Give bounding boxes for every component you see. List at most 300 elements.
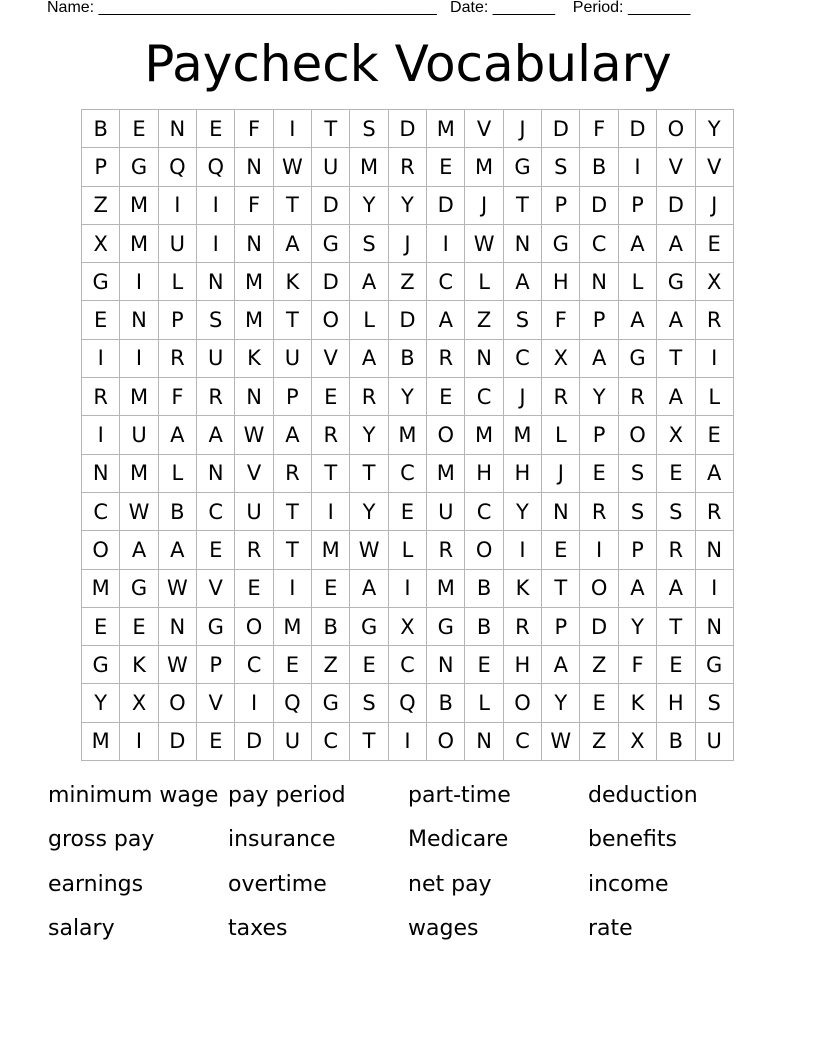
grid-cell: C xyxy=(504,340,542,378)
grid-cell: A xyxy=(542,646,580,684)
grid-cell: O xyxy=(82,531,120,569)
grid-cell: G xyxy=(312,684,350,722)
grid-cell: Y xyxy=(389,378,427,416)
grid-cell: C xyxy=(389,455,427,493)
grid-cell: X xyxy=(657,416,695,454)
word-bank xyxy=(48,780,768,957)
word-bank-item: rate xyxy=(588,915,633,941)
grid-cell: A xyxy=(504,263,542,301)
grid-cell: Y xyxy=(350,493,388,531)
grid-cell: B xyxy=(82,110,120,148)
grid-cell: V xyxy=(657,148,695,186)
grid-cell: M xyxy=(312,531,350,569)
grid-cell: O xyxy=(159,684,197,722)
grid-cell: N xyxy=(696,608,734,646)
grid-cell: P xyxy=(197,646,235,684)
grid-cell: S xyxy=(350,684,388,722)
grid-row xyxy=(82,301,734,339)
grid-cell: Y xyxy=(619,608,657,646)
grid-cell: M xyxy=(82,723,120,761)
grid-cell: R xyxy=(389,148,427,186)
grid-cell: Y xyxy=(82,684,120,722)
grid-cell: Y xyxy=(389,187,427,225)
grid-cell: O xyxy=(465,531,503,569)
grid-cell: E xyxy=(465,646,503,684)
grid-cell: G xyxy=(427,608,465,646)
grid-cell: D xyxy=(427,187,465,225)
grid-cell: C xyxy=(389,646,427,684)
grid-cell: F xyxy=(235,187,273,225)
word-bank-item: insurance xyxy=(228,827,336,853)
grid-cell: T xyxy=(657,608,695,646)
grid-cell: B xyxy=(465,570,503,608)
grid-cell: A xyxy=(350,570,388,608)
grid-cell: T xyxy=(312,455,350,493)
grid-cell: B xyxy=(657,723,695,761)
grid-cell: R xyxy=(274,455,312,493)
grid-cell: H xyxy=(542,263,580,301)
grid-cell: L xyxy=(542,416,580,454)
grid-cell: R xyxy=(427,531,465,569)
grid-cell: G xyxy=(350,608,388,646)
word-bank-item: income xyxy=(588,871,669,897)
grid-cell: T xyxy=(312,110,350,148)
grid-cell: X xyxy=(82,225,120,263)
grid-cell: A xyxy=(197,416,235,454)
grid-cell: G xyxy=(504,148,542,186)
grid-cell: A xyxy=(657,225,695,263)
grid-cell: N xyxy=(159,608,197,646)
grid-cell: S xyxy=(542,148,580,186)
grid-cell: V xyxy=(197,684,235,722)
grid-cell: L xyxy=(465,263,503,301)
grid-cell: N xyxy=(235,378,273,416)
grid-cell: R xyxy=(350,378,388,416)
grid-cell: R xyxy=(82,378,120,416)
grid-row xyxy=(82,416,734,454)
grid-cell: Q xyxy=(197,148,235,186)
grid-cell: K xyxy=(274,263,312,301)
grid-cell: U xyxy=(159,225,197,263)
grid-cell: D xyxy=(389,110,427,148)
grid-cell: A xyxy=(619,225,657,263)
grid-cell: A xyxy=(159,416,197,454)
grid-cell: H xyxy=(465,455,503,493)
grid-cell: M xyxy=(427,110,465,148)
grid-cell: L xyxy=(465,684,503,722)
grid-cell: Y xyxy=(696,110,734,148)
grid-cell: E xyxy=(657,455,695,493)
grid-cell: N xyxy=(427,646,465,684)
grid-cell: E xyxy=(580,455,618,493)
grid-cell: S xyxy=(197,301,235,339)
grid-cell: F xyxy=(542,301,580,339)
grid-cell: B xyxy=(427,684,465,722)
grid-cell: N xyxy=(580,263,618,301)
grid-cell: J xyxy=(389,225,427,263)
grid-cell: N xyxy=(120,301,158,339)
grid-cell: I xyxy=(389,570,427,608)
grid-cell: I xyxy=(389,723,427,761)
grid-cell: P xyxy=(82,148,120,186)
grid-cell: M xyxy=(235,263,273,301)
grid-cell: P xyxy=(159,301,197,339)
grid-cell: P xyxy=(619,187,657,225)
grid-cell: G xyxy=(82,263,120,301)
word-bank-item: benefits xyxy=(588,827,677,853)
grid-cell: T xyxy=(350,455,388,493)
grid-row xyxy=(82,340,734,378)
grid-cell: M xyxy=(120,455,158,493)
grid-cell: W xyxy=(465,225,503,263)
grid-cell: M xyxy=(235,301,273,339)
grid-cell: U xyxy=(274,723,312,761)
grid-cell: C xyxy=(235,646,273,684)
grid-cell: K xyxy=(619,684,657,722)
grid-cell: W xyxy=(235,416,273,454)
grid-cell: X xyxy=(696,263,734,301)
grid-cell: U xyxy=(312,148,350,186)
grid-cell: K xyxy=(120,646,158,684)
grid-cell: D xyxy=(657,187,695,225)
grid-cell: N xyxy=(159,110,197,148)
grid-cell: M xyxy=(389,416,427,454)
grid-cell: J xyxy=(696,187,734,225)
grid-cell: G xyxy=(657,263,695,301)
grid-cell: M xyxy=(120,187,158,225)
grid-cell: H xyxy=(504,646,542,684)
grid-cell: T xyxy=(274,187,312,225)
grid-cell: U xyxy=(696,723,734,761)
grid-cell: D xyxy=(312,187,350,225)
grid-cell: V xyxy=(197,570,235,608)
grid-cell: P xyxy=(274,378,312,416)
grid-cell: E xyxy=(696,416,734,454)
grid-cell: B xyxy=(159,493,197,531)
word-bank-item: taxes xyxy=(228,915,288,941)
grid-cell: O xyxy=(312,301,350,339)
grid-cell: R xyxy=(235,531,273,569)
grid-cell: I xyxy=(120,263,158,301)
grid-cell: T xyxy=(274,301,312,339)
grid-cell: W xyxy=(120,493,158,531)
grid-cell: D xyxy=(542,110,580,148)
grid-cell: S xyxy=(350,225,388,263)
grid-cell: M xyxy=(465,416,503,454)
grid-cell: I xyxy=(82,416,120,454)
grid-cell: E xyxy=(427,378,465,416)
grid-cell: O xyxy=(427,416,465,454)
grid-cell: E xyxy=(542,531,580,569)
grid-cell: B xyxy=(389,340,427,378)
grid-cell: R xyxy=(696,493,734,531)
grid-cell: D xyxy=(580,608,618,646)
grid-cell: G xyxy=(542,225,580,263)
grid-row xyxy=(82,378,734,416)
grid-cell: T xyxy=(504,187,542,225)
grid-cell: R xyxy=(696,301,734,339)
grid-cell: F xyxy=(159,378,197,416)
grid-cell: T xyxy=(274,493,312,531)
grid-cell: J xyxy=(504,378,542,416)
grid-cell: M xyxy=(274,608,312,646)
grid-cell: L xyxy=(619,263,657,301)
grid-cell: G xyxy=(82,646,120,684)
grid-cell: I xyxy=(274,570,312,608)
grid-row xyxy=(82,225,734,263)
grid-cell: M xyxy=(427,455,465,493)
grid-cell: V xyxy=(696,148,734,186)
grid-cell: F xyxy=(235,110,273,148)
grid-cell: E xyxy=(657,646,695,684)
grid-cell: P xyxy=(580,301,618,339)
grid-cell: C xyxy=(312,723,350,761)
grid-cell: C xyxy=(82,493,120,531)
grid-cell: W xyxy=(159,646,197,684)
grid-cell: J xyxy=(504,110,542,148)
grid-cell: R xyxy=(542,378,580,416)
word-bank-item: pay period xyxy=(228,783,346,808)
grid-cell: I xyxy=(235,684,273,722)
grid-row xyxy=(82,723,734,761)
word-bank-item: deduction xyxy=(588,783,698,808)
grid-cell: I xyxy=(312,493,350,531)
grid-cell: E xyxy=(350,646,388,684)
grid-cell: O xyxy=(657,110,695,148)
grid-cell: V xyxy=(312,340,350,378)
grid-cell: W xyxy=(159,570,197,608)
grid-cell: M xyxy=(504,416,542,454)
grid-cell: A xyxy=(274,225,312,263)
grid-cell: A xyxy=(350,263,388,301)
grid-cell: M xyxy=(427,570,465,608)
grid-cell: N xyxy=(197,455,235,493)
word-bank-item: earnings xyxy=(48,871,144,897)
grid-cell: Q xyxy=(159,148,197,186)
grid-cell: R xyxy=(427,340,465,378)
grid-row xyxy=(82,493,734,531)
grid-cell: E xyxy=(120,608,158,646)
grid-row xyxy=(82,455,734,493)
grid-cell: P xyxy=(542,608,580,646)
grid-cell: E xyxy=(197,531,235,569)
word-bank-item: part-time xyxy=(408,783,511,808)
grid-cell: L xyxy=(350,301,388,339)
grid-cell: I xyxy=(159,187,197,225)
grid-cell: N xyxy=(235,148,273,186)
grid-cell: I xyxy=(274,110,312,148)
grid-cell: H xyxy=(657,684,695,722)
word-bank-item: wages xyxy=(408,915,479,941)
grid-cell: E xyxy=(580,684,618,722)
grid-cell: G xyxy=(696,646,734,684)
grid-cell: Z xyxy=(580,723,618,761)
grid-cell: G xyxy=(619,340,657,378)
grid-cell: W xyxy=(542,723,580,761)
grid-cell: T xyxy=(350,723,388,761)
grid-cell: E xyxy=(389,493,427,531)
grid-cell: A xyxy=(427,301,465,339)
grid-cell: A xyxy=(350,340,388,378)
grid-cell: I xyxy=(619,148,657,186)
grid-cell: O xyxy=(580,570,618,608)
grid-cell: A xyxy=(619,570,657,608)
grid-cell: C xyxy=(465,493,503,531)
page-title: Paycheck Vocabulary xyxy=(144,35,672,93)
word-bank-item: overtime xyxy=(228,871,327,897)
grid-cell: D xyxy=(580,187,618,225)
grid-row xyxy=(82,110,734,148)
grid-cell: D xyxy=(312,263,350,301)
header-fields: Name: ______________________________________ Date: _______ Period: _______ xyxy=(47,0,691,16)
grid-cell: L xyxy=(389,531,427,569)
grid-cell: N xyxy=(465,340,503,378)
grid-cell: G xyxy=(120,148,158,186)
grid-cell: P xyxy=(542,187,580,225)
grid-cell: V xyxy=(235,455,273,493)
word-bank-item: minimum wage xyxy=(48,783,219,808)
grid-cell: T xyxy=(657,340,695,378)
grid-cell: A xyxy=(120,531,158,569)
grid-cell: I xyxy=(427,225,465,263)
grid-row xyxy=(82,148,734,186)
grid-row xyxy=(82,646,734,684)
grid-cell: O xyxy=(427,723,465,761)
grid-cell: B xyxy=(465,608,503,646)
grid-row xyxy=(82,263,734,301)
grid-cell: Z xyxy=(465,301,503,339)
grid-cell: I xyxy=(197,225,235,263)
grid-cell: C xyxy=(504,723,542,761)
grid-cell: W xyxy=(274,148,312,186)
grid-cell: Y xyxy=(542,684,580,722)
grid-cell: L xyxy=(159,455,197,493)
grid-cell: C xyxy=(580,225,618,263)
grid-cell: X xyxy=(120,684,158,722)
grid-cell: R xyxy=(619,378,657,416)
grid-cell: S xyxy=(696,684,734,722)
grid-cell: Z xyxy=(580,646,618,684)
grid-cell: E xyxy=(312,378,350,416)
grid-cell: E xyxy=(120,110,158,148)
grid-cell: F xyxy=(580,110,618,148)
grid-cell: D xyxy=(159,723,197,761)
grid-cell: N xyxy=(82,455,120,493)
grid-row xyxy=(82,531,734,569)
grid-cell: R xyxy=(580,493,618,531)
grid-cell: A xyxy=(159,531,197,569)
grid-cell: I xyxy=(82,340,120,378)
word-bank-item: gross pay xyxy=(48,827,155,853)
grid-cell: E xyxy=(82,608,120,646)
grid-cell: I xyxy=(120,340,158,378)
grid-cell: D xyxy=(619,110,657,148)
grid-cell: X xyxy=(542,340,580,378)
grid-cell: S xyxy=(619,455,657,493)
grid-cell: A xyxy=(274,416,312,454)
grid-cell: N xyxy=(197,263,235,301)
grid-cell: U xyxy=(197,340,235,378)
grid-cell: U xyxy=(235,493,273,531)
grid-cell: P xyxy=(619,531,657,569)
grid-cell: J xyxy=(542,455,580,493)
grid-cell: S xyxy=(504,301,542,339)
grid-cell: Y xyxy=(350,416,388,454)
grid-cell: E xyxy=(696,225,734,263)
grid-cell: K xyxy=(504,570,542,608)
grid-cell: A xyxy=(580,340,618,378)
grid-cell: A xyxy=(657,301,695,339)
grid-row xyxy=(82,570,734,608)
grid-cell: G xyxy=(120,570,158,608)
grid-cell: I xyxy=(120,723,158,761)
grid-cell: I xyxy=(580,531,618,569)
grid-cell: D xyxy=(235,723,273,761)
grid-cell: Z xyxy=(312,646,350,684)
grid-cell: E xyxy=(197,110,235,148)
grid-cell: M xyxy=(120,378,158,416)
grid-cell: E xyxy=(274,646,312,684)
grid-cell: O xyxy=(504,684,542,722)
grid-cell: W xyxy=(350,531,388,569)
grid-cell: E xyxy=(82,301,120,339)
grid-cell: N xyxy=(696,531,734,569)
grid-cell: R xyxy=(312,416,350,454)
word-bank-item: net pay xyxy=(408,871,492,897)
grid-cell: M xyxy=(120,225,158,263)
grid-cell: Z xyxy=(389,263,427,301)
grid-cell: T xyxy=(274,531,312,569)
grid-cell: Y xyxy=(580,378,618,416)
grid-cell: T xyxy=(542,570,580,608)
grid-cell: N xyxy=(235,225,273,263)
grid-cell: A xyxy=(657,378,695,416)
grid-cell: A xyxy=(657,570,695,608)
grid-cell: N xyxy=(542,493,580,531)
grid-cell: D xyxy=(389,301,427,339)
grid-cell: L xyxy=(696,378,734,416)
word-bank-item: Medicare xyxy=(408,827,509,853)
grid-cell: B xyxy=(312,608,350,646)
grid-cell: E xyxy=(235,570,273,608)
grid-cell: Y xyxy=(504,493,542,531)
grid-cell: I xyxy=(197,187,235,225)
grid-cell: I xyxy=(696,570,734,608)
grid-row xyxy=(82,608,734,646)
grid-cell: K xyxy=(235,340,273,378)
grid-cell: S xyxy=(657,493,695,531)
grid-cell: E xyxy=(197,723,235,761)
grid-cell: C xyxy=(427,263,465,301)
grid-cell: N xyxy=(465,723,503,761)
grid-cell: I xyxy=(504,531,542,569)
grid-cell: G xyxy=(197,608,235,646)
grid-cell: A xyxy=(619,301,657,339)
grid-cell: H xyxy=(504,455,542,493)
grid-row xyxy=(82,684,734,722)
grid-row xyxy=(82,187,734,225)
grid-cell: C xyxy=(465,378,503,416)
grid-cell: F xyxy=(619,646,657,684)
grid-cell: V xyxy=(465,110,503,148)
grid-cell: U xyxy=(427,493,465,531)
grid-cell: Y xyxy=(350,187,388,225)
grid-cell: E xyxy=(312,570,350,608)
grid-cell: Q xyxy=(389,684,427,722)
grid-cell: S xyxy=(619,493,657,531)
grid-cell: R xyxy=(197,378,235,416)
grid-cell: R xyxy=(159,340,197,378)
